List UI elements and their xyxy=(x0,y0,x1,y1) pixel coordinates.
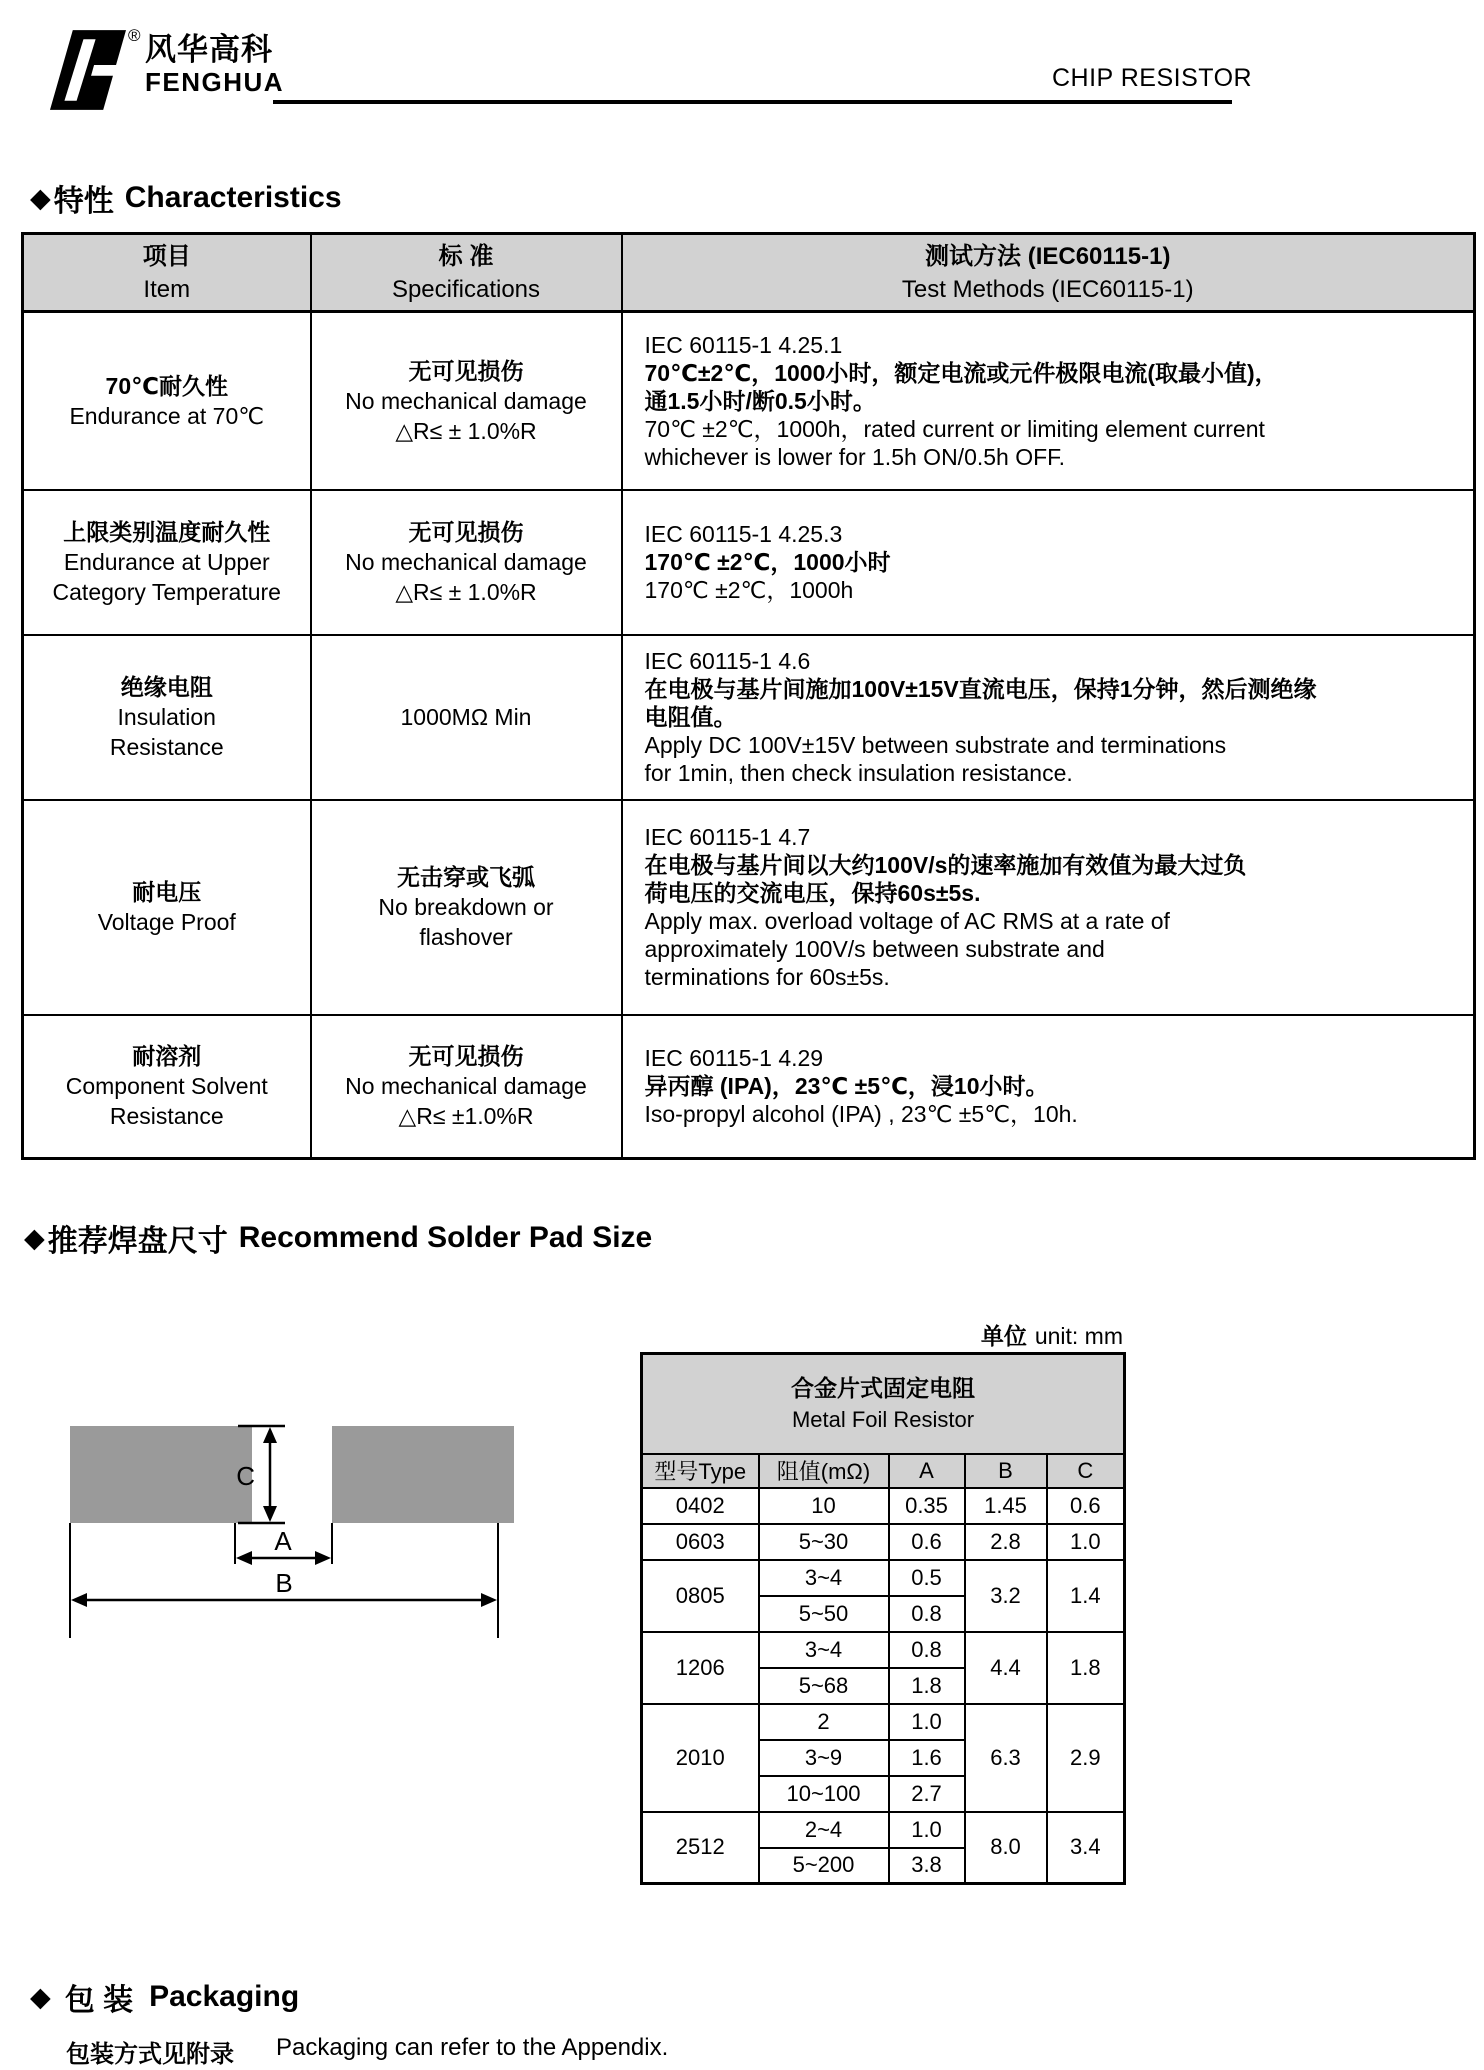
arrowhead-a-left-icon xyxy=(236,1551,252,1565)
type-cell: 2010 xyxy=(642,1704,759,1812)
dim-label-a: A xyxy=(274,1526,292,1556)
test-cell xyxy=(622,312,1475,490)
diamond-icon: ◆ xyxy=(30,1981,51,2013)
unit-label-cn: 单位 xyxy=(980,1323,1027,1349)
test-cell xyxy=(622,635,1475,800)
dim-b-cell: 1.45 xyxy=(965,1488,1047,1524)
solder-pad-row xyxy=(642,1704,1125,1740)
col-header-spec xyxy=(311,234,622,312)
text-line: 异丙醇 (IPA)，23℃ ±5℃，浸10小时。 xyxy=(644,1073,1049,1100)
text-line: Voltage Proof xyxy=(97,909,236,935)
item-cell xyxy=(23,800,311,1015)
text-line: 上限类别温度耐久性 xyxy=(63,519,271,545)
resistance-range-cell: 5~50 xyxy=(759,1596,889,1632)
text-line: 绝缘电阻 xyxy=(120,674,213,700)
resistance-range-cell: 3~4 xyxy=(759,1560,889,1596)
registered-trademark-icon: ® xyxy=(128,26,141,45)
characteristics-row xyxy=(23,800,1475,1015)
text-line: 170℃ ±2℃，1000h xyxy=(644,577,854,603)
text-line: Apply max. overload voltage of AC RMS at a rate of xyxy=(644,908,1170,934)
brand-name-english: FENGHUA xyxy=(145,67,285,97)
dim-c-cell: 1.4 xyxy=(1047,1560,1125,1632)
dim-b-cell: 8.0 xyxy=(965,1812,1047,1884)
dim-c-cell: 0.6 xyxy=(1047,1488,1125,1524)
resistance-range-cell: 2~4 xyxy=(759,1812,889,1848)
col-header-item xyxy=(23,234,311,312)
text-line: 无击穿或飞弧 xyxy=(397,864,535,890)
dim-b-cell: 3.2 xyxy=(965,1560,1047,1632)
solder-pad-diagram xyxy=(55,1410,515,1650)
solder-pad-left xyxy=(70,1426,252,1523)
dim-a-cell: 1.6 xyxy=(889,1740,965,1776)
brand-block xyxy=(145,34,284,95)
arrowhead-c-top-icon xyxy=(263,1427,277,1443)
solder-pad-right xyxy=(332,1426,514,1523)
type-cell: 0805 xyxy=(642,1560,759,1632)
diamond-icon: ◆ xyxy=(24,1222,45,1254)
text-line: 无可见损伤 xyxy=(408,357,524,384)
section-title-en: Packaging xyxy=(149,1980,300,2013)
text-line: IEC 60115-1 4.7 xyxy=(644,824,811,850)
packaging-section-heading xyxy=(30,1975,299,2019)
spec-cell xyxy=(311,800,622,1015)
text-line: 通1.5小时/断0.5小时。 xyxy=(644,387,876,414)
resistance-range-cell: 5~30 xyxy=(759,1524,889,1560)
text-line: flashover xyxy=(419,924,513,950)
characteristics-table xyxy=(21,232,1476,1160)
text-line: Iso-propyl alcohol (IPA) , 23℃ ±5℃，10h. xyxy=(644,1101,1078,1128)
dim-a-cell: 2.7 xyxy=(889,1776,965,1812)
document-title: CHIP RESISTOR xyxy=(1052,64,1253,92)
dim-a-cell: 0.8 xyxy=(889,1632,965,1668)
text-line: Insulation xyxy=(117,704,216,730)
col-resistance: 阻值(mΩ) xyxy=(759,1454,889,1488)
arrowhead-b-left-icon xyxy=(71,1593,87,1607)
resistance-range-cell: 5~200 xyxy=(759,1848,889,1884)
brand-name-chinese: 风华高科 xyxy=(145,32,273,67)
solder-pad-table xyxy=(640,1352,1126,1885)
dim-a-cell: 1.0 xyxy=(889,1704,965,1740)
characteristics-section-heading xyxy=(30,176,342,220)
solder-pad-row xyxy=(642,1560,1125,1596)
packaging-note xyxy=(66,2034,668,2069)
packaging-note-en: Packaging can refer to the Appendix. xyxy=(276,2034,669,2061)
spec-cell xyxy=(311,312,622,490)
packaging-note-cn: 包装方式见附录 xyxy=(66,2041,234,2068)
solder-pad-colheader-row xyxy=(642,1454,1125,1488)
item-cell xyxy=(23,490,311,635)
dim-label-b: B xyxy=(275,1568,293,1598)
dim-a-cell: 1.0 xyxy=(889,1812,965,1848)
section-title-cn: 特性 xyxy=(53,185,114,218)
text-line: 耐电压 xyxy=(132,879,202,905)
type-cell: 0603 xyxy=(642,1524,759,1560)
text-line: 无可见损伤 xyxy=(408,519,524,545)
dim-a-cell: 1.8 xyxy=(889,1668,965,1704)
text-line: Endurance at 70℃ xyxy=(69,402,265,429)
text-line: 无可见损伤 xyxy=(408,1043,524,1070)
characteristics-header-row xyxy=(23,234,1475,312)
text-line: 1000MΩ Min xyxy=(400,704,532,730)
dim-c-cell: 1.8 xyxy=(1047,1632,1125,1704)
section-title-en: Characteristics xyxy=(124,181,342,214)
col-header-test-en: Test Methods (IEC60115-1) xyxy=(901,275,1194,303)
col-header-test-cn: 测试方法 (IEC60115-1) xyxy=(925,242,1171,270)
text-line: approximately 100V/s between substrate and xyxy=(644,936,1105,962)
text-line: 在电极与基片间施加100V±15V直流电压，保持1分钟，然后测绝缘 xyxy=(644,676,1317,702)
dim-c-cell: 1.0 xyxy=(1047,1524,1125,1560)
characteristics-row xyxy=(23,490,1475,635)
solder-pad-section-heading xyxy=(24,1216,652,1260)
solder-pad-tbody xyxy=(642,1488,1125,1884)
text-line: for 1min, then check insulation resistance. xyxy=(644,760,1073,786)
characteristics-row xyxy=(23,1015,1475,1159)
spec-cell xyxy=(311,635,622,800)
test-cell xyxy=(622,800,1475,1015)
text-line: △R≤ ± 1.0%R xyxy=(395,579,537,605)
dim-b-cell: 4.4 xyxy=(965,1632,1047,1704)
section-title-en: Recommend Solder Pad Size xyxy=(238,1221,653,1254)
dim-b-cell: 2.8 xyxy=(965,1524,1047,1560)
text-line: 荷电压的交流电压，保持60s±5s. xyxy=(644,880,981,906)
text-line: Apply DC 100V±15V between substrate and terminations xyxy=(644,732,1227,758)
dim-label-c: C xyxy=(236,1461,255,1491)
dim-a-cell: 0.35 xyxy=(889,1488,965,1524)
col-b: B xyxy=(965,1454,1047,1488)
col-header-spec-cn: 标 准 xyxy=(438,242,494,270)
test-cell xyxy=(622,490,1475,635)
characteristics-row xyxy=(23,635,1475,800)
text-line: Component Solvent xyxy=(65,1073,268,1100)
text-line: 170℃ ±2℃，1000小时 xyxy=(644,549,891,575)
characteristics-row xyxy=(23,312,1475,490)
fenghua-logo-icon xyxy=(50,30,126,110)
dim-a-cell: 0.8 xyxy=(889,1596,965,1632)
resistance-range-cell: 10 xyxy=(759,1488,889,1524)
solder-pad-table-title xyxy=(642,1354,1125,1454)
col-header-test xyxy=(622,234,1475,312)
dim-a-cell: 3.8 xyxy=(889,1848,965,1884)
dim-a-cell: 0.5 xyxy=(889,1560,965,1596)
col-type: 型号Type xyxy=(642,1454,759,1488)
item-cell xyxy=(23,312,311,490)
text-line: Endurance at Upper xyxy=(63,549,270,575)
resistance-range-cell: 10~100 xyxy=(759,1776,889,1812)
dim-c-cell: 3.4 xyxy=(1047,1812,1125,1884)
type-cell: 0402 xyxy=(642,1488,759,1524)
dim-b-cell: 6.3 xyxy=(965,1704,1047,1812)
text-line: 电阻值。 xyxy=(644,704,737,730)
col-header-spec-en: Specifications xyxy=(391,275,541,303)
text-line: whichever is lower for 1.5h ON/0.5h OFF. xyxy=(644,443,1066,470)
col-header-item-cn: 项目 xyxy=(142,242,191,270)
section-title-cn: 推荐焊盘尺寸 xyxy=(47,1225,228,1258)
text-line: 在电极与基片间以大约100V/s的速率施加有效值为最大过负 xyxy=(644,852,1247,878)
table-title-cn: 合金片式固定电阻 xyxy=(791,1374,976,1401)
type-cell: 2512 xyxy=(642,1812,759,1884)
characteristics-tbody xyxy=(23,312,1475,1159)
spec-cell xyxy=(311,1015,622,1159)
text-line: No mechanical damage xyxy=(345,1073,587,1100)
resistance-range-cell: 2 xyxy=(759,1704,889,1740)
col-header-item-en: Item xyxy=(143,275,191,303)
item-cell xyxy=(23,1015,311,1159)
item-cell xyxy=(23,635,311,800)
section-title-cn: 包 装 xyxy=(64,1984,134,2017)
arrowhead-b-right-icon xyxy=(481,1593,497,1607)
unit-label-en: unit: mm xyxy=(1034,1323,1123,1349)
text-line: Category Temperature xyxy=(52,579,281,605)
text-line: IEC 60115-1 4.25.3 xyxy=(644,521,843,547)
text-line: IEC 60115-1 4.25.1 xyxy=(644,331,843,358)
text-line: terminations for 60s±5s. xyxy=(644,964,890,990)
col-c: C xyxy=(1047,1454,1125,1488)
text-line: No mechanical damage xyxy=(345,387,587,414)
text-line: 耐溶剂 xyxy=(132,1043,202,1070)
text-line: IEC 60115-1 4.29 xyxy=(644,1045,824,1072)
dim-c-cell: 2.9 xyxy=(1047,1704,1125,1812)
text-line: 70℃耐久性 xyxy=(105,372,228,399)
solder-pad-row xyxy=(642,1632,1125,1668)
resistance-range-cell: 3~4 xyxy=(759,1632,889,1668)
text-line: No breakdown or xyxy=(378,894,554,920)
solder-pad-row xyxy=(642,1488,1125,1524)
resistance-range-cell: 3~9 xyxy=(759,1740,889,1776)
text-line: △R≤ ± 1.0%R xyxy=(395,417,537,444)
solder-pad-row xyxy=(642,1524,1125,1560)
text-line: No mechanical damage xyxy=(345,549,587,575)
unit-label xyxy=(960,1318,1123,1351)
dim-a-cell: 0.6 xyxy=(889,1524,965,1560)
text-line: △R≤ ±1.0%R xyxy=(398,1103,534,1130)
test-cell xyxy=(622,1015,1475,1159)
text-line: 70℃ ±2℃，1000h，rated current or limiting element current xyxy=(644,415,1265,442)
arrowhead-a-right-icon xyxy=(315,1551,331,1565)
resistance-range-cell: 5~68 xyxy=(759,1668,889,1704)
arrowhead-c-bottom-icon xyxy=(263,1506,277,1522)
col-a: A xyxy=(889,1454,965,1488)
diamond-icon: ◆ xyxy=(30,182,51,214)
type-cell: 1206 xyxy=(642,1632,759,1704)
table-title-en: Metal Foil Resistor xyxy=(791,1406,975,1432)
text-line: Resistance xyxy=(109,1103,224,1130)
header-rule xyxy=(273,100,1232,104)
text-line: 70℃±2℃，1000小时，额定电流或元件极限电流(取最小值)， xyxy=(644,359,1278,386)
text-line: IEC 60115-1 4.6 xyxy=(644,648,811,674)
spec-cell xyxy=(311,490,622,635)
solder-pad-title-row xyxy=(642,1354,1125,1454)
solder-pad-row xyxy=(642,1812,1125,1848)
text-line: Resistance xyxy=(109,734,224,760)
